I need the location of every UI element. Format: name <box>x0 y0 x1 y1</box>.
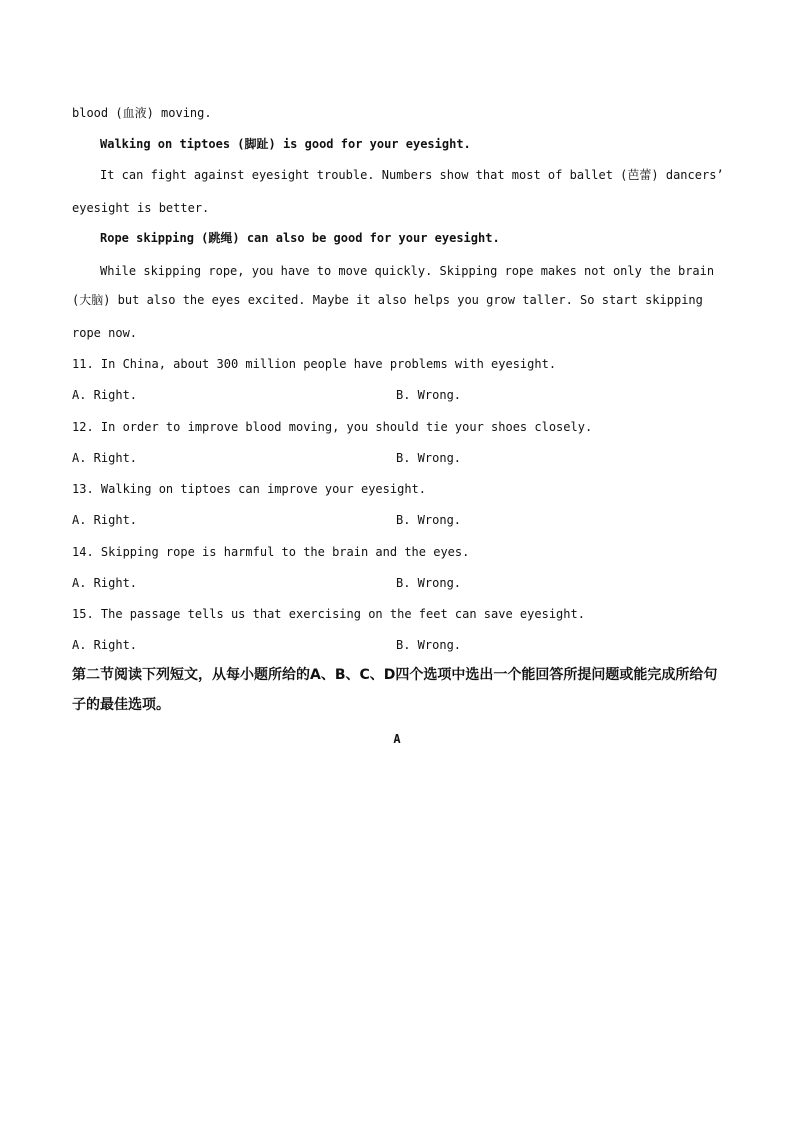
question-stem: 15. The passage tells us that exercising on the feet can save eyesight. <box>72 607 585 621</box>
passage-line: eyesight is better. <box>72 201 210 215</box>
passage-line: (大脑) but also the eyes excited. Maybe it also helps you grow taller. So start skipping <box>72 293 703 307</box>
option-a: A. Right. <box>72 576 138 590</box>
section-heading: Walking on tiptoes (脚趾) is good for your eyesight. <box>100 137 471 151</box>
option-a: A. Right. <box>72 451 138 465</box>
option-a: A. Right. <box>72 513 138 527</box>
option-a: A. Right. <box>72 638 138 652</box>
passage-line: rope now. <box>72 326 138 340</box>
option-b: B. Wrong. <box>396 388 462 402</box>
question-stem: 13. Walking on tiptoes can improve your eyesight. <box>72 482 427 496</box>
question-stem: 12. In order to improve blood moving, you should tie your shoes closely. <box>72 420 593 434</box>
passage-line: blood (血液) moving. <box>72 106 212 120</box>
passage-line: It can fight against eyesight trouble. Numbers show that most of ballet (芭蕾) dancers’ <box>100 168 724 182</box>
question-stem: 14. Skipping rope is harmful to the brain and the eyes. <box>72 545 470 559</box>
section-instruction: 子的最佳选项。 <box>72 697 170 713</box>
passage-line: While skipping rope, you have to move quickly. Skipping rope makes not only the brain <box>100 264 715 278</box>
option-b: B. Wrong. <box>396 451 462 465</box>
option-b: B. Wrong. <box>396 513 462 527</box>
section-heading: Rope skipping (跳绳) can also be good for your eyesight. <box>100 231 500 245</box>
option-b: B. Wrong. <box>396 576 462 590</box>
passage-label: A <box>393 732 401 746</box>
question-stem: 11. In China, about 300 million people have problems with eyesight. <box>72 357 557 371</box>
option-a: A. Right. <box>72 388 138 402</box>
section-instruction: 第二节阅读下列短文，从每小题所给的A、B、C、D四个选项中选出一个能回答所提问题或能完成所给句 <box>72 667 718 683</box>
option-b: B. Wrong. <box>396 638 462 652</box>
